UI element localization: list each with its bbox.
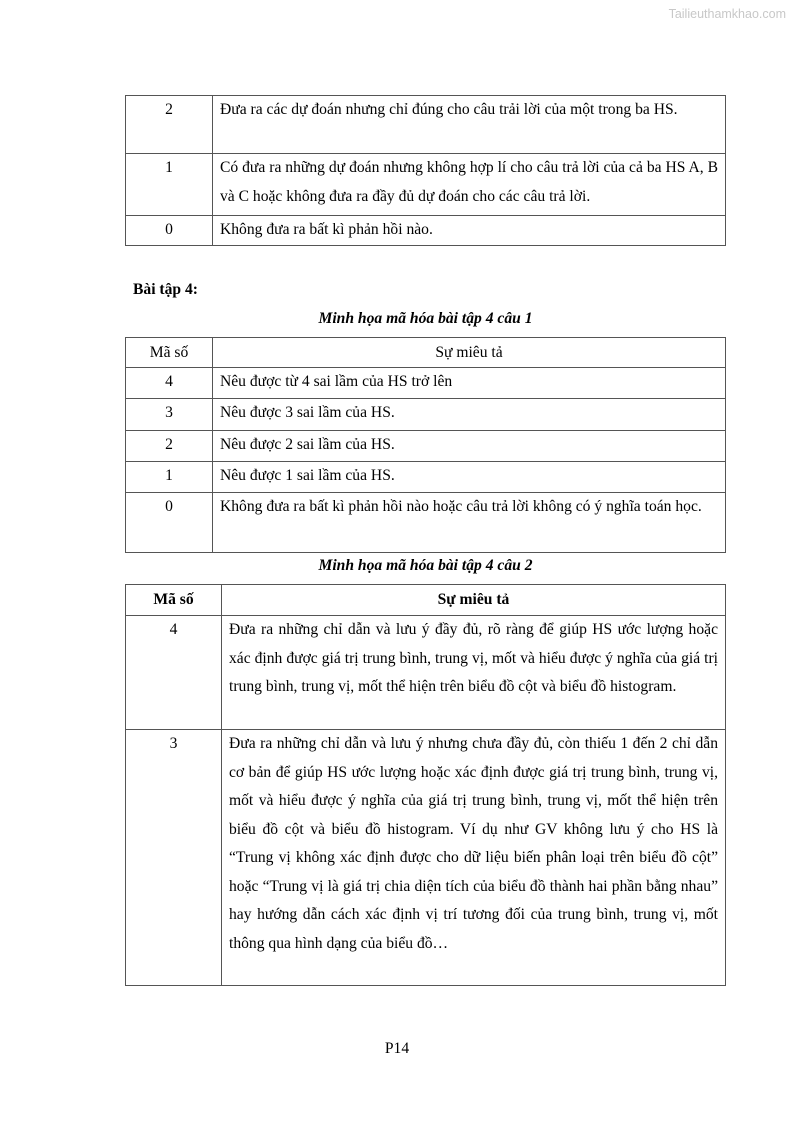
code-cell: 2 [126,431,213,462]
table-caption-q1: Minh họa mã hóa bài tập 4 câu 1 [318,310,533,327]
table-row [126,216,726,246]
rubric-table-continued [125,95,726,246]
rubric-table-q1 [125,337,726,553]
table-row [126,616,726,730]
table-header-row [126,585,726,616]
description-cell: Đưa ra các dự đoán nhưng chỉ đúng cho câu trải lời của một trong ba HS. [213,96,726,154]
description-cell: Nêu được 3 sai lầm của HS. [213,399,726,431]
code-cell: 0 [126,216,213,246]
rubric-table-q2 [125,584,726,986]
code-cell: 0 [126,493,213,553]
table-row [126,399,726,431]
code-cell: 4 [126,616,222,730]
table-row [126,462,726,493]
table-row [126,493,726,553]
code-cell: 3 [126,399,213,431]
table-header-row [126,338,726,368]
code-cell: 4 [126,368,213,399]
header-description: Sự miêu tả [213,338,726,368]
table-row [126,154,726,216]
table-caption-q2: Minh họa mã hóa bài tập 4 câu 2 [318,557,533,574]
table-row [126,96,726,154]
code-cell: 1 [126,154,213,216]
description-cell: Đưa ra những chỉ dẫn và lưu ý đầy đủ, rõ ràng để giúp HS ước lượng hoặc xác định được giá trị trung bình, trung vị, mốt và hiểu được ý nghĩa của giá trị trung bình, trung vị, mốt thể hiện trên biểu đồ cột và biểu đồ histogram. [222,616,726,730]
header-code: Mã số [126,585,222,616]
table-row [126,730,726,986]
description-cell: Đưa ra những chỉ dẫn và lưu ý nhưng chưa đầy đủ, còn thiếu 1 đến 2 chỉ dẫn cơ bản để giúp HS ước lượng hoặc xác định được giá trị trung bình, trung vị, mốt và hiểu được ý nghĩa của giá trị trung bình, trung vị, mốt thể hiện trên biểu đồ cột và biểu đồ histogram. Ví dụ như GV không lưu ý cho HS là “Trung vị không xác định được cho dữ liệu biến phân loại trên biểu đồ cột” hoặc “Trung vị là giá trị chia diện tích của biểu đồ thành hai phần bằng nhau” hay hướng dẫn cách xác định vị trí tương đối của trung bình, trung vị, mốt thông qua hình dạng của biểu đồ… [222,730,726,986]
description-cell: Không đưa ra bất kì phản hồi nào hoặc câu trả lời không có ý nghĩa toán học. [213,493,726,553]
section-heading: Bài tập 4: [133,281,198,298]
description-cell: Không đưa ra bất kì phản hồi nào. [213,216,726,246]
description-cell: Nêu được 2 sai lầm của HS. [213,431,726,462]
code-cell: 2 [126,96,213,154]
description-cell: Nêu được 1 sai lầm của HS. [213,462,726,493]
code-cell: 1 [126,462,213,493]
header-description: Sự miêu tả [222,585,726,616]
table-row [126,368,726,399]
description-cell: Nêu được từ 4 sai lầm của HS trở lên [213,368,726,399]
watermark: Tailieuthamkhao.com [668,7,786,21]
code-cell: 3 [126,730,222,986]
description-cell: Có đưa ra những dự đoán nhưng không hợp lí cho câu trả lời của cả ba HS A, B và C hoặc không đưa ra đầy đủ dự đoán cho các câu trả lời. [213,154,726,216]
page-number: P14 [384,1040,410,1057]
table-row [126,431,726,462]
header-code: Mã số [126,338,213,368]
